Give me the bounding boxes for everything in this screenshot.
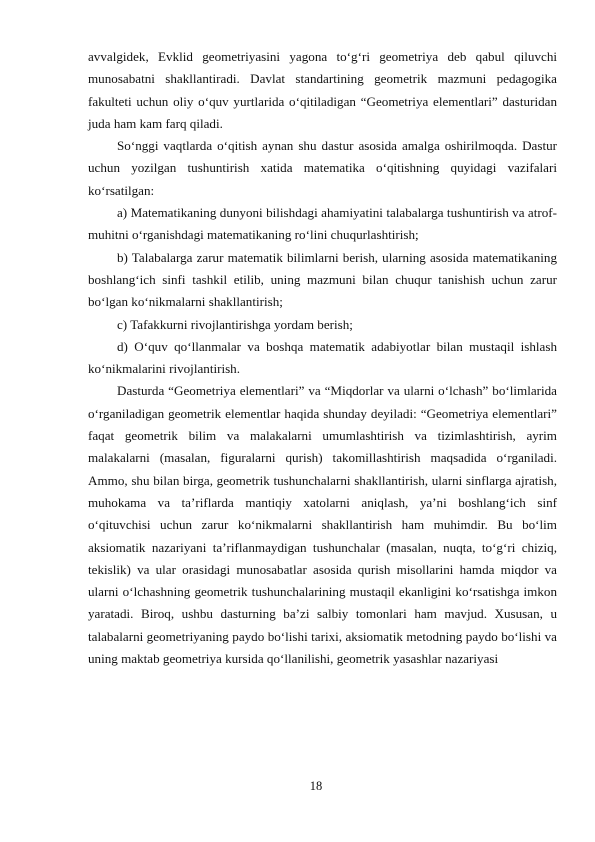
list-item-c: c) Tafakkurni rivojlantirishga yordam berish; — [117, 316, 353, 332]
page-body-text — [88, 46, 557, 670]
list-item-b: b) Talabalarga zarur matematik bilimlarni berish, ularning asosida matematikaning boshlang‘ich sinfi tashkil etilib, uning mazmuni bilan chuqur tanishish uchun zarur bo‘lgan ko‘nikmalarni shakllantirish; — [88, 249, 557, 310]
paragraph-continuation: avvalgidek, Evklid geometriyasini yagona to‘g‘ri geometriya deb qabul qiluvchi munosabatni shakllantiradi. Davlat standartining geometrik mazmuni pedagogika fakulteti uchun oliy o‘quv yurtlarida o‘qitiladigan “Geometriya elementlari” dasturidan juda ham kam farq qiladi. — [88, 49, 557, 131]
list-item-d: d) O‘quv qo‘llanmalar va boshqa matematik adabiyotlar bilan mustaqil ishlash ko‘nikmalarini rivojlantirish. — [88, 338, 557, 377]
paragraph-program-intro: So‘nggi vaqtlarda o‘qitish aynan shu dastur asosida amalga oshirilmoqda. Dastur uchun yozilgan tushuntirish xatida matematika o‘qitishning quyidagi vazifalari ko‘rsatilgan: — [88, 138, 557, 198]
paragraph-program-sections: Dasturda “Geometriya elementlari” va “Miqdorlar va ularni o‘lchash” bo‘limlarida o‘rganiladigan geometrik elementlar haqida shunday deyiladi: “Geometriya elementlari” faqat geometrik bilim va malakalarni umumlashtirish va tizimlashtirish, ayrim malakalarni (masalan, figuralarni qurish) takomillashtirish maqsadida o‘rganiladi. Ammo, shu bilan birga, geometrik tushunchalarni shakllantirish, ularni sinflarga ajratish, muhokama va ta’riflarda mantiqiy xatolarni aniqlash, ya’ni boshlang‘ich sinf o‘qituvchisi uchun zarur ko‘nikmalarni shakllantirish ham muhimdir. Bu bo‘lim aksiomatik nazariyani ta’riflanmaydigan tushunchalar (masalan, nuqta, to‘g‘ri chiziq, tekislik) va ular orasidagi munosabatlar asosida qurish misollarini hamda miqdor va ularni o‘lchashning geometrik tushunchalarining mustaqil ekanligini ko‘rsatishga imkon yaratadi. Biroq, ushbu dasturning ba’zi salbiy tomonlari ham mavjud. Xususan, u talabalarni geometriyaning paydo bo‘lishi tarixi, aksiomatik metodning paydo bo‘lishi va uning maktab geometriya kursida qo‘llanilishi, geometrik yasashlar nazariyasi — [88, 383, 557, 667]
page-number: 18 — [309, 779, 323, 793]
list-item-a: a) Matematikaning dunyoni bilishdagi ahamiyatini talabalarga tushuntirish va atrof-muhitni o‘rganishdagi matematikaning ro‘lini chuqurlashtirish; — [88, 205, 557, 243]
